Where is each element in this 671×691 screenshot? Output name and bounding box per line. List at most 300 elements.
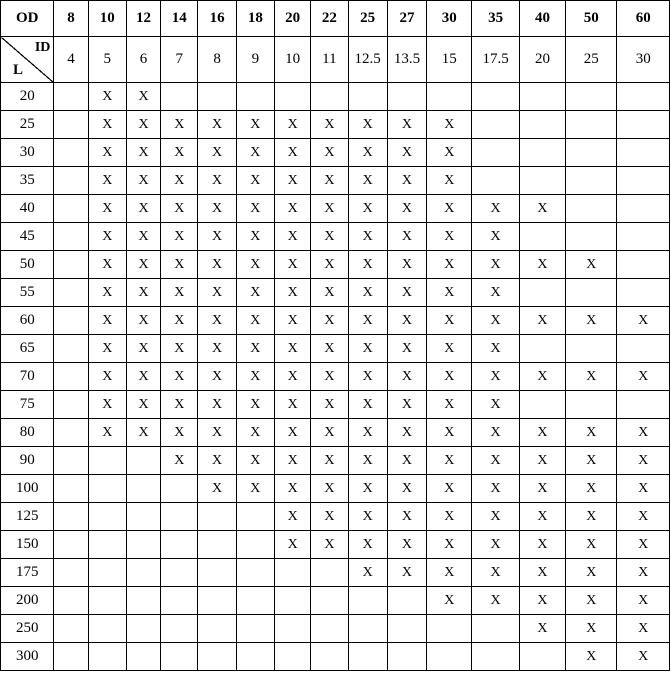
availability-mark: X: [387, 167, 426, 195]
availability-mark: X: [617, 615, 670, 643]
availability-mark: X: [348, 503, 387, 531]
availability-mark: X: [311, 223, 348, 251]
availability-mark: X: [427, 111, 472, 139]
availability-mark: X: [311, 335, 348, 363]
availability-mark: X: [275, 503, 311, 531]
availability-mark: X: [617, 643, 670, 671]
od-value: 50: [566, 1, 617, 37]
availability-mark: X: [348, 447, 387, 475]
empty-cell: [519, 111, 565, 139]
availability-mark: X: [519, 251, 565, 279]
empty-cell: [617, 251, 670, 279]
empty-cell: [88, 503, 126, 531]
empty-cell: [54, 503, 88, 531]
availability-mark: X: [161, 335, 198, 363]
length-value: 75: [1, 391, 54, 419]
availability-mark: X: [161, 111, 198, 139]
availability-mark: X: [88, 111, 126, 139]
availability-mark: X: [566, 251, 617, 279]
availability-mark: X: [519, 559, 565, 587]
availability-mark: X: [387, 335, 426, 363]
od-value: 60: [617, 1, 670, 37]
availability-mark: X: [387, 531, 426, 559]
availability-mark: X: [427, 251, 472, 279]
length-value: 30: [1, 139, 54, 167]
empty-cell: [617, 83, 670, 111]
empty-cell: [519, 139, 565, 167]
availability-mark: X: [387, 251, 426, 279]
empty-cell: [348, 83, 387, 111]
availability-mark: X: [472, 503, 519, 531]
availability-mark: X: [88, 307, 126, 335]
availability-mark: X: [275, 195, 311, 223]
availability-mark: X: [348, 167, 387, 195]
availability-mark: X: [236, 447, 274, 475]
availability-mark: X: [275, 531, 311, 559]
table-row: [1, 391, 670, 419]
id-value: 20: [519, 37, 565, 83]
empty-cell: [126, 587, 160, 615]
empty-cell: [54, 307, 88, 335]
id-header-row: [1, 37, 670, 83]
availability-mark: X: [88, 335, 126, 363]
empty-cell: [198, 531, 236, 559]
availability-mark: X: [236, 419, 274, 447]
empty-cell: [161, 531, 198, 559]
empty-cell: [519, 391, 565, 419]
empty-cell: [54, 279, 88, 307]
availability-mark: X: [198, 111, 236, 139]
availability-mark: X: [161, 307, 198, 335]
empty-cell: [566, 279, 617, 307]
table-row: [1, 111, 670, 139]
id-value: 5: [88, 37, 126, 83]
length-value: 40: [1, 195, 54, 223]
empty-cell: [54, 643, 88, 671]
empty-cell: [519, 279, 565, 307]
empty-cell: [161, 503, 198, 531]
empty-cell: [566, 167, 617, 195]
availability-mark: X: [519, 363, 565, 391]
availability-mark: X: [427, 559, 472, 587]
length-value: 70: [1, 363, 54, 391]
empty-cell: [617, 279, 670, 307]
empty-cell: [54, 167, 88, 195]
availability-mark: X: [519, 615, 565, 643]
availability-mark: X: [427, 447, 472, 475]
availability-mark: X: [88, 195, 126, 223]
empty-cell: [54, 223, 88, 251]
empty-cell: [472, 643, 519, 671]
availability-mark: X: [311, 195, 348, 223]
empty-cell: [198, 587, 236, 615]
availability-mark: X: [472, 307, 519, 335]
length-value: 200: [1, 587, 54, 615]
empty-cell: [126, 503, 160, 531]
empty-cell: [617, 111, 670, 139]
empty-cell: [566, 83, 617, 111]
od-value: 12: [126, 1, 160, 37]
availability-mark: X: [387, 475, 426, 503]
availability-mark: X: [275, 251, 311, 279]
id-length-corner: [1, 37, 54, 83]
availability-mark: X: [126, 111, 160, 139]
empty-cell: [88, 447, 126, 475]
empty-cell: [472, 615, 519, 643]
empty-cell: [311, 83, 348, 111]
availability-mark: X: [126, 195, 160, 223]
empty-cell: [472, 167, 519, 195]
id-value: 6: [126, 37, 160, 83]
availability-mark: X: [472, 251, 519, 279]
availability-mark: X: [198, 419, 236, 447]
availability-mark: X: [427, 307, 472, 335]
empty-cell: [54, 475, 88, 503]
availability-mark: X: [126, 391, 160, 419]
availability-mark: X: [88, 83, 126, 111]
empty-cell: [54, 587, 88, 615]
empty-cell: [427, 615, 472, 643]
availability-mark: X: [348, 335, 387, 363]
availability-mark: X: [275, 335, 311, 363]
availability-mark: X: [275, 391, 311, 419]
availability-mark: X: [311, 419, 348, 447]
length-value: 35: [1, 167, 54, 195]
empty-cell: [88, 531, 126, 559]
availability-mark: X: [161, 391, 198, 419]
availability-mark: X: [198, 475, 236, 503]
empty-cell: [311, 615, 348, 643]
availability-mark: X: [519, 447, 565, 475]
availability-mark: X: [387, 391, 426, 419]
availability-mark: X: [275, 139, 311, 167]
empty-cell: [275, 643, 311, 671]
availability-mark: X: [198, 279, 236, 307]
empty-cell: [566, 139, 617, 167]
availability-mark: X: [88, 419, 126, 447]
table-row: [1, 251, 670, 279]
empty-cell: [126, 559, 160, 587]
table-row: [1, 139, 670, 167]
empty-cell: [236, 615, 274, 643]
empty-cell: [54, 615, 88, 643]
availability-mark: X: [387, 419, 426, 447]
empty-cell: [275, 83, 311, 111]
availability-mark: X: [236, 195, 274, 223]
length-value: 25: [1, 111, 54, 139]
availability-mark: X: [472, 195, 519, 223]
availability-mark: X: [275, 279, 311, 307]
availability-mark: X: [126, 363, 160, 391]
length-value: 100: [1, 475, 54, 503]
availability-mark: X: [126, 419, 160, 447]
availability-mark: X: [161, 195, 198, 223]
availability-mark: X: [275, 307, 311, 335]
empty-cell: [617, 391, 670, 419]
availability-mark: X: [348, 251, 387, 279]
availability-mark: X: [348, 279, 387, 307]
availability-mark: X: [472, 335, 519, 363]
availability-mark: X: [161, 279, 198, 307]
empty-cell: [275, 587, 311, 615]
availability-mark: X: [275, 363, 311, 391]
od-value: 22: [311, 1, 348, 37]
availability-mark: X: [519, 503, 565, 531]
availability-mark: X: [311, 307, 348, 335]
empty-cell: [566, 111, 617, 139]
empty-cell: [427, 83, 472, 111]
empty-cell: [54, 559, 88, 587]
empty-cell: [387, 587, 426, 615]
availability-mark: X: [126, 307, 160, 335]
table-row: [1, 615, 670, 643]
availability-mark: X: [311, 139, 348, 167]
availability-mark: X: [348, 391, 387, 419]
empty-cell: [54, 195, 88, 223]
table-body: [1, 83, 670, 671]
length-value: 60: [1, 307, 54, 335]
availability-mark: X: [472, 559, 519, 587]
empty-cell: [54, 363, 88, 391]
id-value: 25: [566, 37, 617, 83]
table-row: [1, 587, 670, 615]
availability-mark: X: [236, 223, 274, 251]
table-row: [1, 335, 670, 363]
empty-cell: [54, 335, 88, 363]
empty-cell: [519, 83, 565, 111]
empty-cell: [311, 587, 348, 615]
availability-mark: X: [236, 139, 274, 167]
availability-mark: X: [617, 503, 670, 531]
availability-mark: X: [519, 475, 565, 503]
id-value: 8: [198, 37, 236, 83]
empty-cell: [54, 531, 88, 559]
availability-mark: X: [387, 223, 426, 251]
availability-mark: X: [617, 587, 670, 615]
empty-cell: [311, 559, 348, 587]
availability-mark: X: [617, 447, 670, 475]
availability-mark: X: [617, 363, 670, 391]
empty-cell: [236, 503, 274, 531]
availability-mark: X: [126, 139, 160, 167]
table-row: [1, 195, 670, 223]
id-label: ID: [34, 40, 51, 55]
availability-mark: X: [427, 223, 472, 251]
availability-mark: X: [88, 139, 126, 167]
availability-mark: X: [427, 391, 472, 419]
empty-cell: [54, 139, 88, 167]
empty-cell: [161, 615, 198, 643]
availability-mark: X: [198, 139, 236, 167]
table-row: [1, 419, 670, 447]
empty-cell: [88, 475, 126, 503]
availability-mark: X: [519, 419, 565, 447]
length-value: 45: [1, 223, 54, 251]
availability-mark: X: [348, 559, 387, 587]
availability-mark: X: [427, 475, 472, 503]
id-value: 30: [617, 37, 670, 83]
availability-mark: X: [311, 363, 348, 391]
empty-cell: [566, 223, 617, 251]
availability-mark: X: [126, 279, 160, 307]
availability-mark: X: [387, 279, 426, 307]
availability-mark: X: [236, 391, 274, 419]
table-row: [1, 475, 670, 503]
empty-cell: [519, 223, 565, 251]
od-value: 8: [54, 1, 88, 37]
empty-cell: [126, 531, 160, 559]
availability-mark: X: [427, 195, 472, 223]
table-row: [1, 83, 670, 111]
availability-mark: X: [311, 531, 348, 559]
availability-mark: X: [566, 615, 617, 643]
empty-cell: [617, 139, 670, 167]
empty-cell: [387, 83, 426, 111]
id-value: 17.5: [472, 37, 519, 83]
availability-mark: X: [275, 419, 311, 447]
empty-cell: [198, 503, 236, 531]
availability-mark: X: [348, 363, 387, 391]
empty-cell: [519, 335, 565, 363]
availability-mark: X: [236, 167, 274, 195]
empty-cell: [88, 587, 126, 615]
empty-cell: [348, 643, 387, 671]
availability-mark: X: [198, 363, 236, 391]
table-row: [1, 643, 670, 671]
empty-cell: [566, 391, 617, 419]
empty-cell: [472, 139, 519, 167]
availability-mark: X: [566, 475, 617, 503]
empty-cell: [54, 111, 88, 139]
availability-mark: X: [566, 503, 617, 531]
empty-cell: [519, 643, 565, 671]
length-value: 50: [1, 251, 54, 279]
availability-mark: X: [198, 447, 236, 475]
availability-mark: X: [236, 475, 274, 503]
availability-mark: X: [275, 223, 311, 251]
availability-mark: X: [275, 111, 311, 139]
table-row: [1, 363, 670, 391]
availability-mark: X: [427, 419, 472, 447]
od-value: 25: [348, 1, 387, 37]
empty-cell: [348, 615, 387, 643]
availability-mark: X: [348, 223, 387, 251]
availability-mark: X: [617, 559, 670, 587]
availability-mark: X: [311, 391, 348, 419]
availability-mark: X: [126, 167, 160, 195]
availability-mark: X: [566, 307, 617, 335]
availability-mark: X: [126, 251, 160, 279]
availability-mark: X: [566, 363, 617, 391]
od-value: 16: [198, 1, 236, 37]
availability-mark: X: [198, 195, 236, 223]
empty-cell: [472, 83, 519, 111]
availability-mark: X: [311, 111, 348, 139]
availability-mark: X: [566, 447, 617, 475]
availability-mark: X: [387, 139, 426, 167]
empty-cell: [617, 195, 670, 223]
availability-mark: X: [198, 251, 236, 279]
od-header-row: [1, 1, 670, 37]
availability-mark: X: [236, 251, 274, 279]
empty-cell: [161, 83, 198, 111]
availability-mark: X: [472, 391, 519, 419]
empty-cell: [126, 615, 160, 643]
empty-cell: [161, 475, 198, 503]
availability-mark: X: [88, 279, 126, 307]
empty-cell: [311, 643, 348, 671]
length-value: 20: [1, 83, 54, 111]
length-value: 80: [1, 419, 54, 447]
od-value: 35: [472, 1, 519, 37]
id-value: 15: [427, 37, 472, 83]
empty-cell: [54, 83, 88, 111]
availability-mark: X: [348, 307, 387, 335]
length-label: L: [13, 62, 24, 78]
availability-mark: X: [88, 251, 126, 279]
empty-cell: [617, 335, 670, 363]
empty-cell: [617, 167, 670, 195]
empty-cell: [236, 531, 274, 559]
table-row: [1, 559, 670, 587]
availability-mark: X: [427, 167, 472, 195]
empty-cell: [54, 391, 88, 419]
table-row: [1, 279, 670, 307]
availability-mark: X: [88, 391, 126, 419]
availability-mark: X: [198, 391, 236, 419]
availability-mark: X: [472, 531, 519, 559]
availability-mark: X: [126, 83, 160, 111]
availability-mark: X: [88, 223, 126, 251]
empty-cell: [348, 587, 387, 615]
availability-mark: X: [88, 167, 126, 195]
table-row: [1, 223, 670, 251]
empty-cell: [275, 559, 311, 587]
od-value: 10: [88, 1, 126, 37]
length-value: 90: [1, 447, 54, 475]
availability-mark: X: [472, 223, 519, 251]
availability-mark: X: [427, 139, 472, 167]
availability-mark: X: [427, 531, 472, 559]
availability-mark: X: [472, 587, 519, 615]
availability-mark: X: [126, 223, 160, 251]
availability-mark: X: [427, 363, 472, 391]
empty-cell: [275, 615, 311, 643]
empty-cell: [236, 83, 274, 111]
availability-mark: X: [161, 419, 198, 447]
availability-mark: X: [472, 419, 519, 447]
id-value: 4: [54, 37, 88, 83]
availability-mark: X: [519, 307, 565, 335]
availability-mark: X: [566, 559, 617, 587]
availability-mark: X: [348, 111, 387, 139]
availability-mark: X: [566, 419, 617, 447]
table-row: [1, 503, 670, 531]
empty-cell: [427, 643, 472, 671]
length-value: 65: [1, 335, 54, 363]
availability-mark: X: [236, 307, 274, 335]
length-value: 55: [1, 279, 54, 307]
availability-mark: X: [311, 251, 348, 279]
availability-mark: X: [427, 503, 472, 531]
availability-mark: X: [472, 475, 519, 503]
availability-mark: X: [348, 531, 387, 559]
availability-mark: X: [387, 363, 426, 391]
availability-mark: X: [311, 279, 348, 307]
availability-mark: X: [198, 307, 236, 335]
availability-mark: X: [617, 307, 670, 335]
availability-mark: X: [161, 363, 198, 391]
